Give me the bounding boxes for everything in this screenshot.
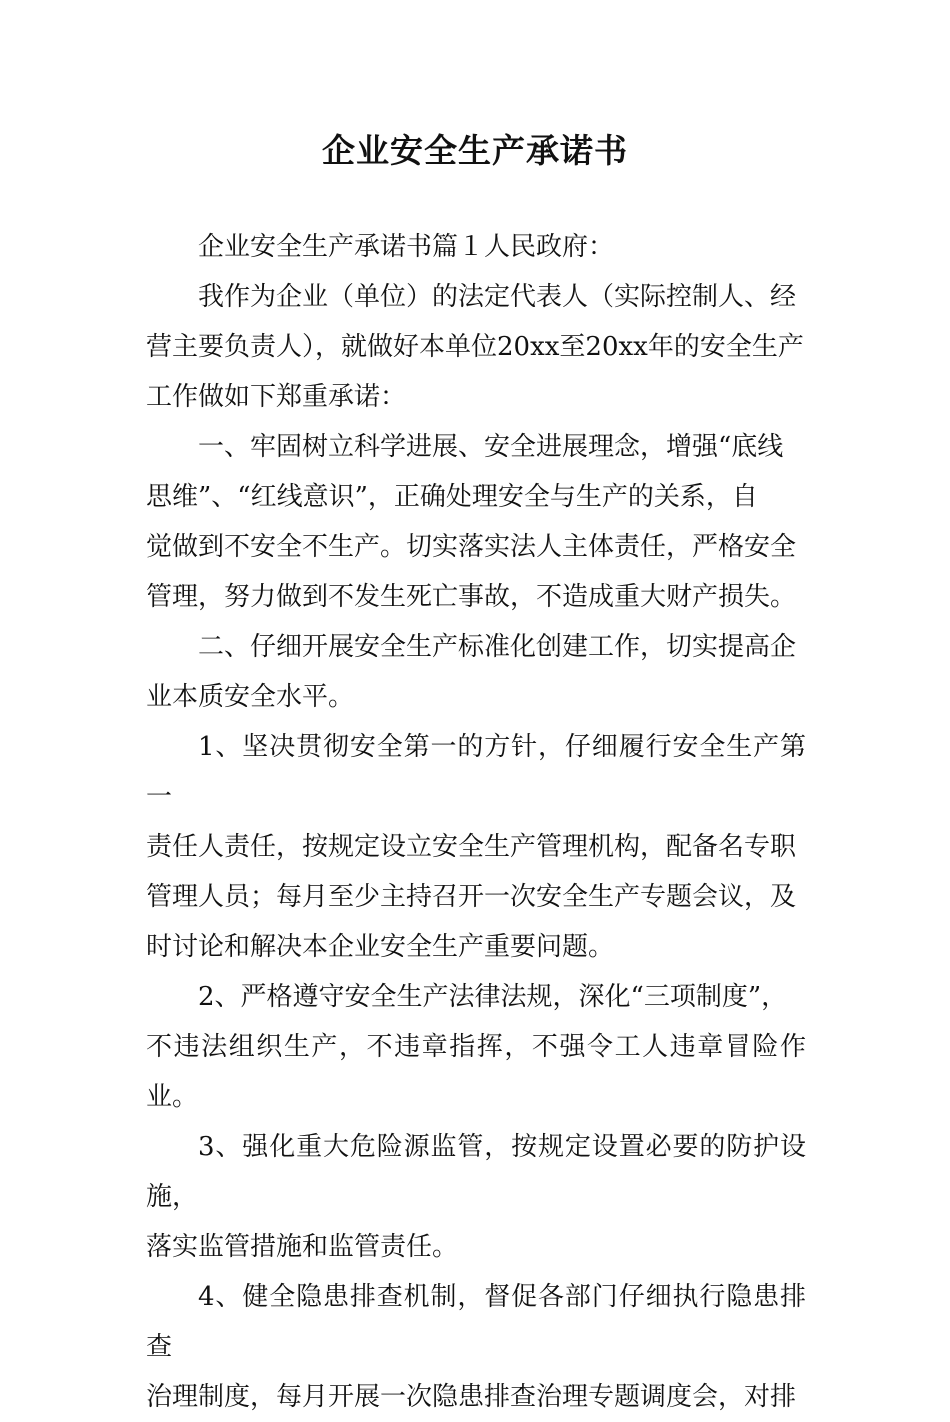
paragraph-item-1: 1、坚决贯彻安全第一的方针，仔细履行安全生产第一 责任人责任，按规定设立安全生产管理机构，配备名专职 管理人员；每月至少主持召开一次安全生产专题会议，及 时讨论和解决本企业安全生产重要问题。 [146, 732, 806, 962]
paragraph-item-4: 4、健全隐患排查机制，督促各部门仔细执行隐患排查 治理制度，每月开展一次隐患排查治理专题调度会，对排 [146, 1282, 806, 1412]
paragraph-commitment-1: 一、牢固树立科学进展、安全进展理念，增强“底线 思维”、“红线意识”，正确处理安全与生产的关系，自 觉做到不安全不生产。切实落实法人主体责任，严格安全 管理，努力做到不发生死亡事故，不造成重大财产损失。 [146, 432, 797, 612]
document-body [146, 222, 806, 1422]
document-title: 企业安全生产承诺书 [322, 131, 628, 170]
paragraph-intro: 我作为企业（单位）的法定代表人（实际控制人、经 营主要负责人），就做好本单位20xx至20xx年的安全生产 工作做如下郑重承诺： [146, 282, 804, 412]
paragraph-commitment-2: 二、仔细开展安全生产标准化创建工作，切实提高企 业本质安全水平。 [146, 632, 797, 712]
paragraph-salutation: 企业安全生产承诺书篇１人民政府： [198, 232, 615, 262]
paragraph-item-3: 3、强化重大危险源监管，按规定设置必要的防护设施， 落实监管措施和监管责任。 [146, 1132, 806, 1262]
paragraph-item-2: 2、严格遵守安全生产法律法规，深化“三项制度”， 不违法组织生产，不违章指挥，不强令工人违章冒险作业。 [146, 982, 806, 1112]
